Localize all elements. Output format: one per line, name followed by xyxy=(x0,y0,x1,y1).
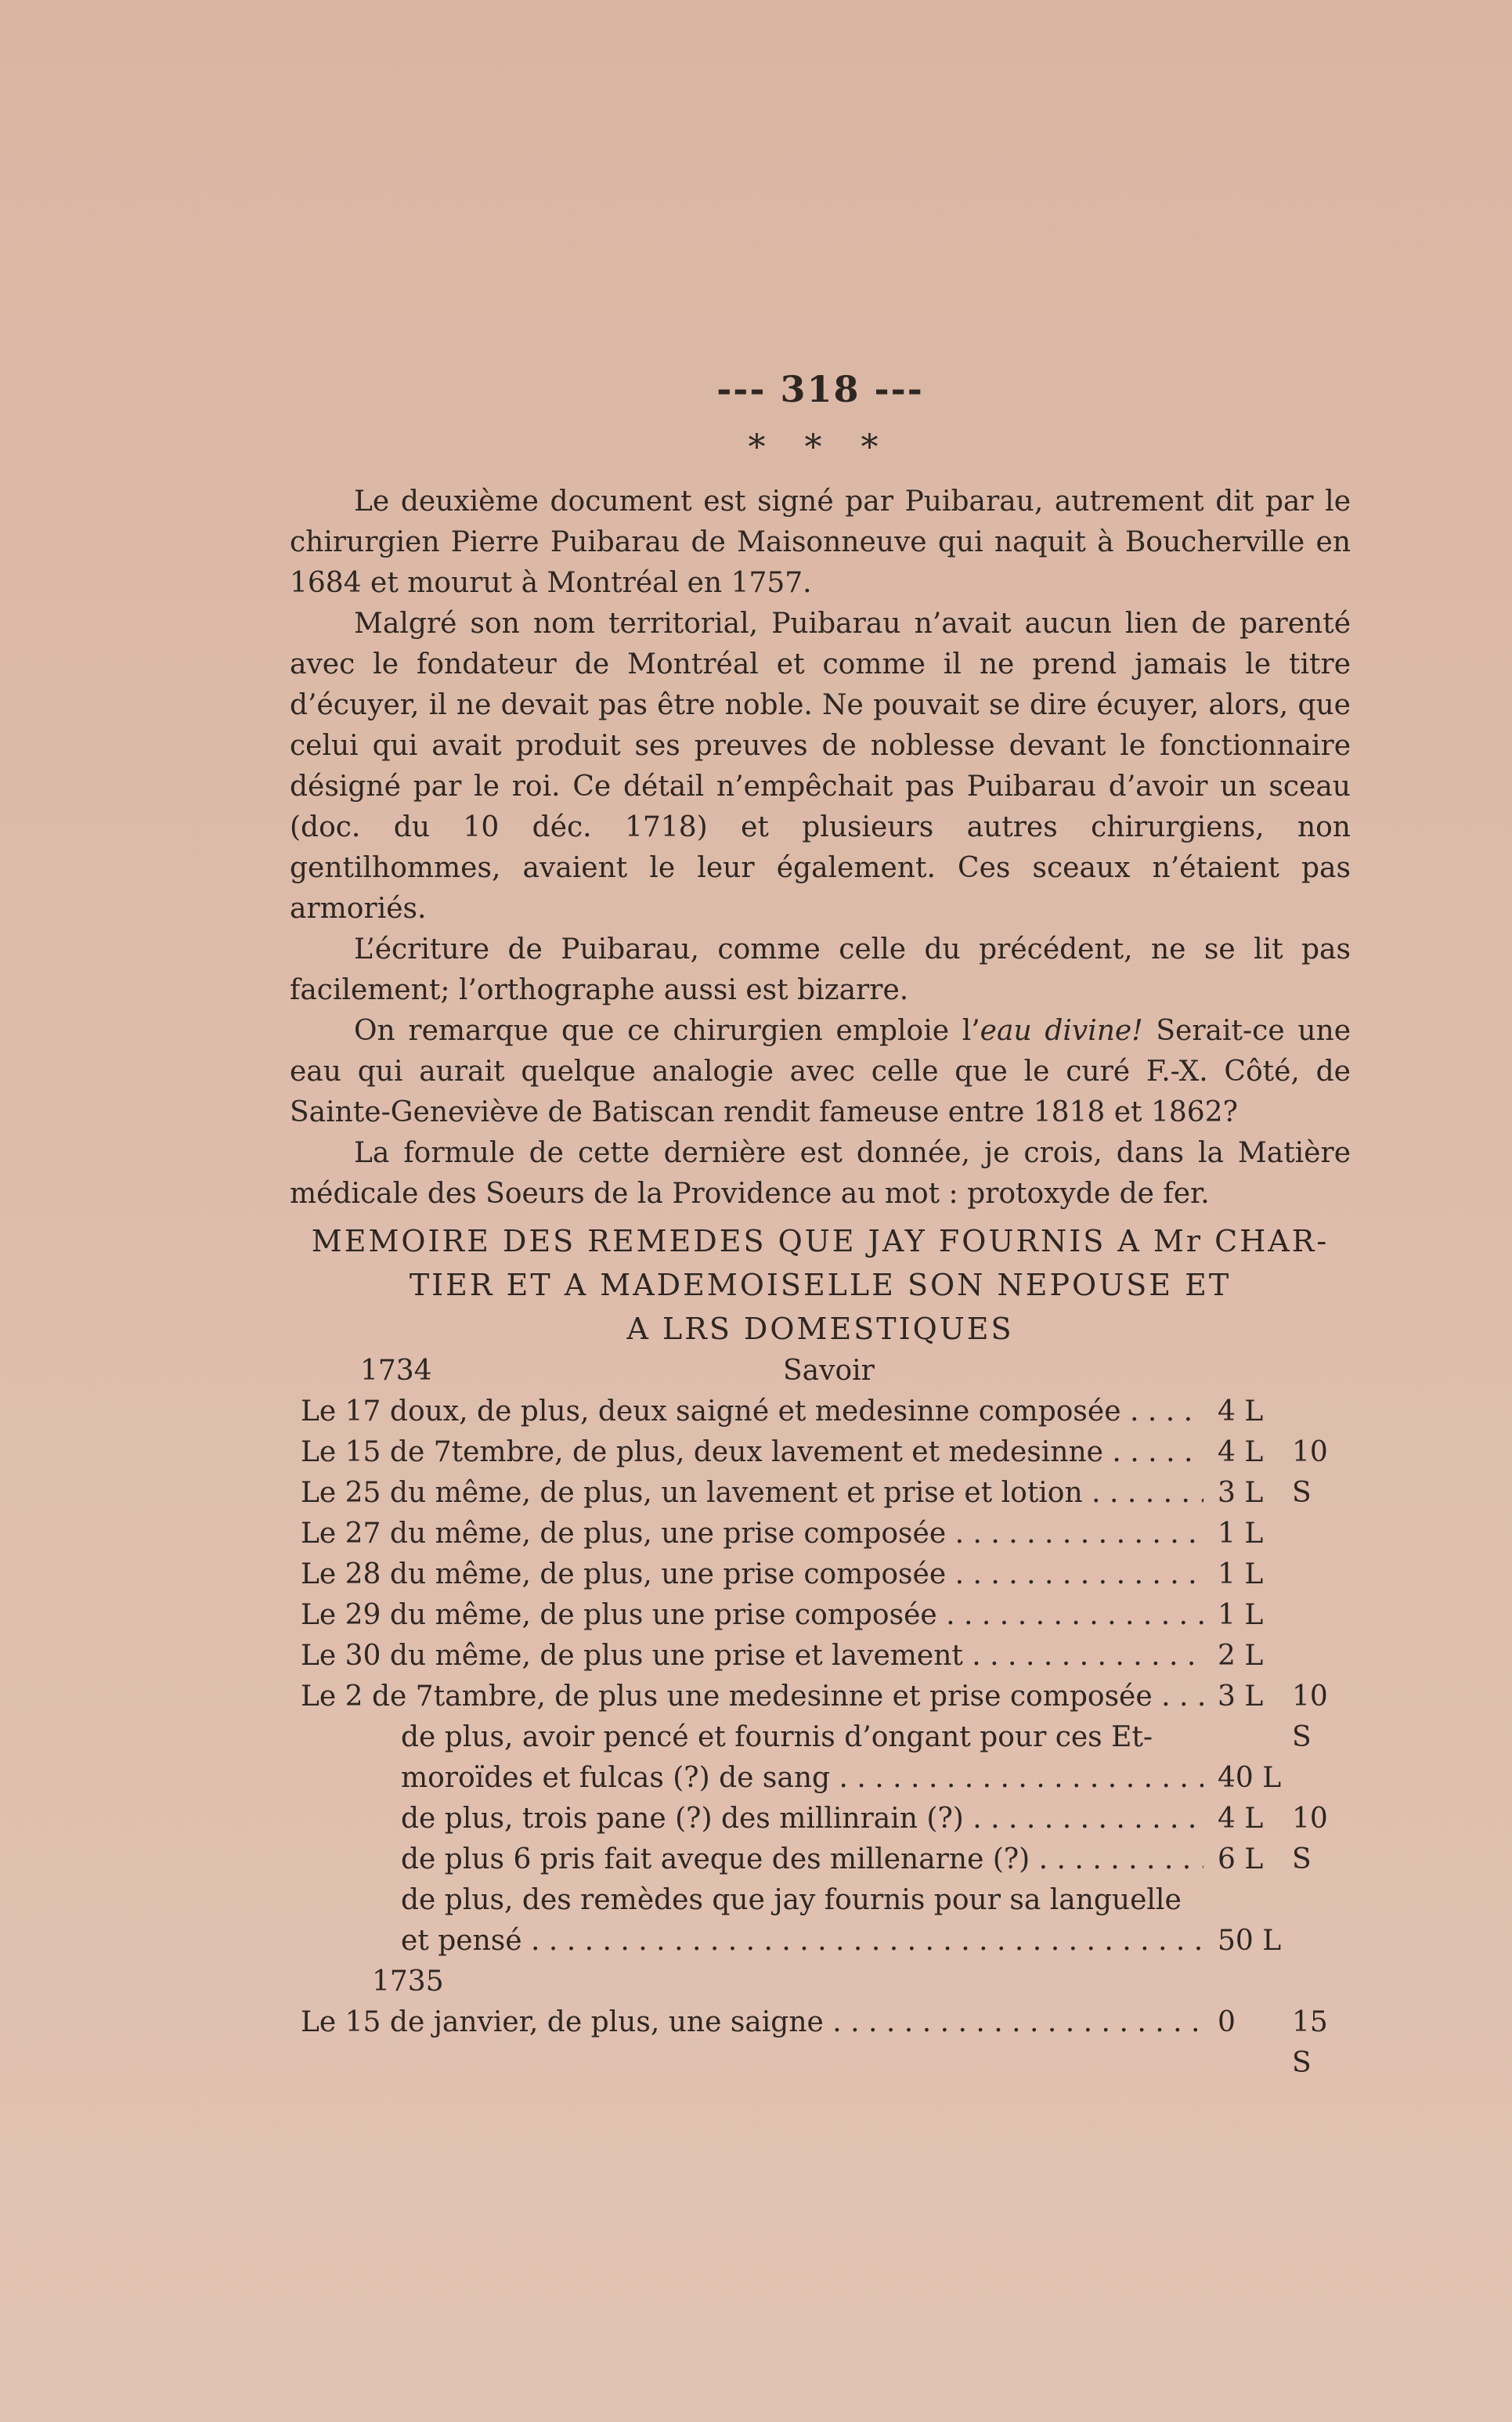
ledger-sub-entry xyxy=(290,1921,1351,1962)
memo-title-line-2: TIER ET A MADEMOISELLE SON NEPOUSE ET xyxy=(409,1268,1232,1302)
entry-description: Le 15 de janvier, de plus, une saigne . . . xyxy=(301,2002,1203,2043)
entry-description: Le 2 de 7tambre, de plus une medesinne et prise composée . . . xyxy=(301,1677,1203,1717)
entry-sols: 10 S xyxy=(1292,1436,1328,1509)
paragraph-4 xyxy=(290,1011,1351,1133)
ledger-sub-entry xyxy=(290,1758,1351,1799)
entry-description: de plus 6 pris fait aveque des millenarne (?) . . . xyxy=(401,1839,1203,1880)
paragraph-2: Malgré son nom territorial, Puibarau n’avait aucun lien de parenté avec le fondateur de Montréal et comme il ne prend jamais le titre d’écuyer, il ne devait pas être noble. Ne pouvait se dire écuyer, alors, que celui qui avait produit ses preuves de noblesse devant le fonctionnaire désigné par le roi. Ce détail n’empêchait pas Puibarau d’avoir un sceau (doc. du 10 déc. 1718) et plusieurs autres chirurgiens, non gentilhommes, avaient le leur également. Ces sceaux n’étaient pas armoriés. xyxy=(290,608,1351,925)
entry-description: Le 29 du même, de plus une prise composée . . . xyxy=(301,1595,1203,1636)
ledger-entry xyxy=(290,1595,1351,1636)
entry-livres: 4 L xyxy=(1218,1803,1264,1835)
entry-livres: 1 L xyxy=(1218,1558,1264,1590)
page-number: --- 318 --- xyxy=(716,368,924,410)
entry-livres: 2 L xyxy=(1218,1640,1264,1672)
entry-description: Le 27 du même, de plus, une prise composée . . . xyxy=(301,1514,1203,1554)
entry-sols: 15 S xyxy=(1292,2006,1328,2079)
entry-description: Le 15 de 7tembre, de plus, deux lavement et medesinne . . . xyxy=(301,1432,1203,1473)
entry-description: Le 25 du même, de plus, un lavement et prise et lotion . . . xyxy=(301,1473,1203,1514)
page-content xyxy=(290,368,1351,2079)
section-separator: * * * xyxy=(748,428,893,467)
ledger-sub-entry xyxy=(290,1839,1351,1880)
paragraph-4-after: Serait-ce une eau qui aurait quelque analogie avec celle que le curé F.-X. Côté, de Sainte-Geneviève de Batiscan rendit fameuse entre 1818 et 1862? xyxy=(290,1015,1351,1128)
entry-livres: 1 L xyxy=(1218,1518,1264,1550)
entry-sols: 10 S xyxy=(1292,1803,1328,1875)
entry-livres: 6 L xyxy=(1218,1843,1264,1875)
paragraph-5: La formule de cette dernière est donnée, je crois, dans la Matière médicale des Soeurs de la Providence au mot : protoxyde de fer. xyxy=(290,1137,1351,1210)
memo-title-line-1: MEMOIRE DES REMEDES QUE JAY FOURNIS A Mr CHAR- xyxy=(311,1224,1330,1258)
paragraph-3: L’écriture de Puibarau, comme celle du précédent, ne se lit pas facilement; l’orthographe aussi est bizarre. xyxy=(290,933,1351,1006)
entry-description: de plus, trois pane (?) des millinrain (?) . . . xyxy=(401,1799,1203,1839)
entry-description: Le 30 du même, de plus une prise et lavement . . . xyxy=(301,1636,1203,1677)
entry-livres: 40 L xyxy=(1218,1762,1282,1794)
entry-livres: 4 L xyxy=(1218,1395,1264,1428)
sub-entry-continuation: de plus, avoir pencé et fournis d’ongant pour ces Et- xyxy=(401,1721,1153,1753)
entry-livres: 3 L xyxy=(1218,1680,1264,1713)
entry-livres: 3 L xyxy=(1218,1477,1264,1509)
entry-description: Le 17 doux, de plus, deux saigné et medesinne composée . . . xyxy=(301,1391,1203,1432)
savoir-label: Savoir xyxy=(783,1355,875,1387)
paragraph-1: Le deuxième document est signé par Puibarau, autrement dit par le chirurgien Pierre Puibarau de Maisonneuve qui naquit à Boucherville en 1684 et mourut à Montréal en 1757. xyxy=(290,485,1351,599)
ledger-entry xyxy=(290,1554,1351,1595)
entry-livres: 1 L xyxy=(1218,1599,1264,1631)
entry-description: Le 28 du même, de plus, une prise composée . . . xyxy=(301,1554,1203,1595)
year-savoir-row xyxy=(290,1351,1351,1391)
ledger-entry xyxy=(290,1514,1351,1554)
entry-livres: 4 L xyxy=(1218,1436,1264,1468)
year-1735: 1735 xyxy=(372,1965,444,1998)
entry-livres: 50 L xyxy=(1218,1925,1282,1957)
entry-sols: 10 S xyxy=(1292,1680,1328,1753)
paragraph-4-italic: eau divine! xyxy=(980,1015,1143,1047)
memo-title xyxy=(290,1219,1351,1351)
entry-description: moroïdes et fulcas (?) de sang . . . xyxy=(401,1758,1203,1799)
year-1734: 1734 xyxy=(360,1355,432,1387)
memo-title-line-3: A LRS DOMESTIQUES xyxy=(626,1312,1014,1346)
entry-description: et pensé . . . xyxy=(401,1921,1203,1962)
sub-entry-continuation: de plus, des remèdes que jay fournis pour sa languelle xyxy=(401,1884,1182,1916)
ledger-entries xyxy=(290,1391,1351,2079)
entry-livres: 0 xyxy=(1218,2006,1236,2038)
paragraph-4-before: On remarque que ce chirurgien emploie l’ xyxy=(354,1015,980,1047)
ledger-entry xyxy=(290,1473,1351,1514)
ledger-entry xyxy=(290,1391,1351,1432)
ledger-entry-final xyxy=(290,2002,1351,2079)
ledger-entry xyxy=(290,1636,1351,1677)
